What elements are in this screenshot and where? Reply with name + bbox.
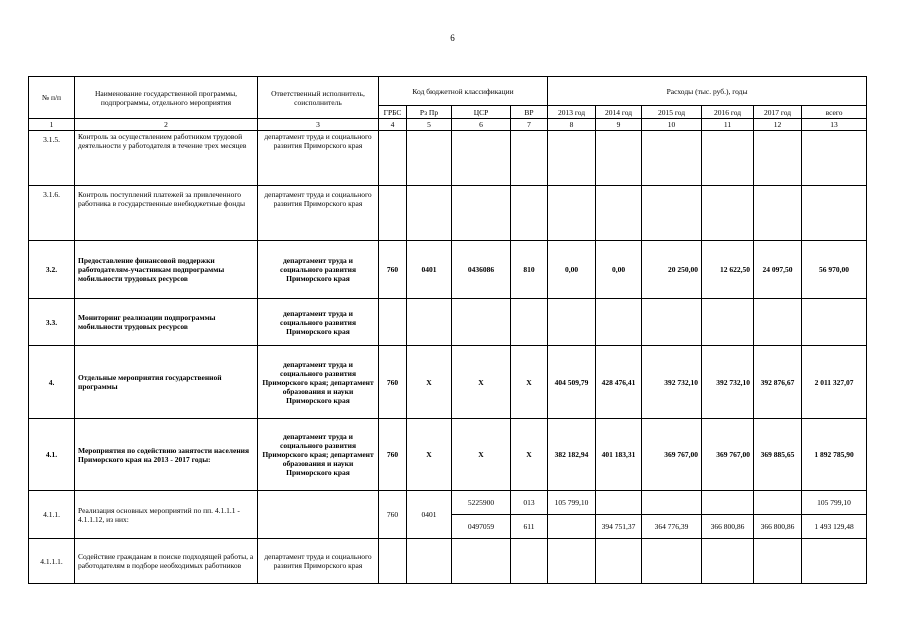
header-total: всего bbox=[802, 106, 867, 119]
row-2015: 369 767,00 bbox=[642, 419, 702, 491]
row-total: 1 493 129,48 bbox=[802, 515, 867, 539]
row-num: 3.1.6. bbox=[29, 186, 75, 241]
index-cell: 6 bbox=[452, 119, 511, 131]
table-row bbox=[29, 241, 867, 299]
row-name: Содействие гражданам в поиске подходящей работы, а работодателям в подборе необходимых работников bbox=[75, 539, 258, 584]
row-vr bbox=[511, 131, 548, 186]
row-num: 3.1.5. bbox=[29, 131, 75, 186]
row-2014: 0,00 bbox=[596, 241, 642, 299]
row-2016 bbox=[702, 131, 754, 186]
header-2014: 2014 год bbox=[596, 106, 642, 119]
row-csr: 5225900 bbox=[452, 491, 511, 515]
row-rzpr bbox=[407, 299, 452, 346]
row-2017: 392 876,67 bbox=[754, 346, 802, 419]
table-row bbox=[29, 186, 867, 241]
row-total: 105 799,10 bbox=[802, 491, 867, 515]
index-cell: 1 bbox=[29, 119, 75, 131]
header-2017: 2017 год bbox=[754, 106, 802, 119]
row-num: 4.1. bbox=[29, 419, 75, 491]
row-name: Мероприятия по содействию занятости населения Приморского края на 2013 - 2017 годы: bbox=[75, 419, 258, 491]
row-2014: 428 476,41 bbox=[596, 346, 642, 419]
row-2016 bbox=[702, 491, 754, 515]
row-executor: департамент труда и социального развития Приморского края bbox=[258, 241, 379, 299]
row-2013: 105 799,10 bbox=[548, 491, 596, 515]
row-total bbox=[802, 131, 867, 186]
row-2013 bbox=[548, 539, 596, 584]
row-2016: 369 767,00 bbox=[702, 419, 754, 491]
index-cell: 12 bbox=[754, 119, 802, 131]
row-grbs: 760 bbox=[379, 241, 407, 299]
row-executor bbox=[258, 491, 379, 539]
budget-table bbox=[28, 76, 867, 584]
row-2016: 12 622,50 bbox=[702, 241, 754, 299]
index-cell: 4 bbox=[379, 119, 407, 131]
row-2013: 0,00 bbox=[548, 241, 596, 299]
row-2015: 20 250,00 bbox=[642, 241, 702, 299]
row-name: Мониторинг реализации подпрограммы мобильности трудовых ресурсов bbox=[75, 299, 258, 346]
row-2015 bbox=[642, 299, 702, 346]
row-name: Предоставление финансовой поддержки работодателям-участникам подпрограммы мобильности трудовых ресурсов bbox=[75, 241, 258, 299]
row-csr: 0497059 bbox=[452, 515, 511, 539]
row-vr bbox=[511, 299, 548, 346]
header-vr: ВР bbox=[511, 106, 548, 119]
row-2016: 366 800,86 bbox=[702, 515, 754, 539]
row-grbs bbox=[379, 299, 407, 346]
index-cell: 3 bbox=[258, 119, 379, 131]
table-row bbox=[29, 539, 867, 584]
row-2016: 392 732,10 bbox=[702, 346, 754, 419]
row-vr: 611 bbox=[511, 515, 548, 539]
header-name: Наименование государственной программы, подпрограммы, отдельного мероприятия bbox=[75, 77, 258, 119]
row-2017: 366 800,86 bbox=[754, 515, 802, 539]
row-2016 bbox=[702, 186, 754, 241]
row-2015 bbox=[642, 491, 702, 515]
row-total bbox=[802, 186, 867, 241]
row-num: 4.1.1. bbox=[29, 491, 75, 539]
header-2016: 2016 год bbox=[702, 106, 754, 119]
row-name: Реализация основных мероприятий по пп. 4.1.1.1 - 4.1.1.12, из них: bbox=[75, 491, 258, 539]
row-executor: департамент труда и социального развития Приморского края bbox=[258, 131, 379, 186]
row-rzpr bbox=[407, 539, 452, 584]
header-2013: 2013 год bbox=[548, 106, 596, 119]
row-vr: 013 bbox=[511, 491, 548, 515]
row-num: 3.3. bbox=[29, 299, 75, 346]
row-grbs bbox=[379, 539, 407, 584]
row-csr bbox=[452, 539, 511, 584]
row-2013 bbox=[548, 131, 596, 186]
index-cell: 11 bbox=[702, 119, 754, 131]
row-executor: департамент труда и социального развития Приморского края; департамент образования и науки Приморского края bbox=[258, 419, 379, 491]
row-2017 bbox=[754, 539, 802, 584]
row-executor: департамент труда и социального развития Приморского края bbox=[258, 539, 379, 584]
row-total: 2 011 327,07 bbox=[802, 346, 867, 419]
row-2013: 404 509,79 bbox=[548, 346, 596, 419]
table-row bbox=[29, 131, 867, 186]
row-grbs bbox=[379, 131, 407, 186]
page-number: 6 bbox=[450, 33, 455, 43]
row-2014 bbox=[596, 131, 642, 186]
row-2017: 24 097,50 bbox=[754, 241, 802, 299]
row-total: 1 892 785,90 bbox=[802, 419, 867, 491]
row-2017 bbox=[754, 491, 802, 515]
row-2016 bbox=[702, 299, 754, 346]
row-executor: департамент труда и социального развития Приморского края bbox=[258, 299, 379, 346]
index-cell: 10 bbox=[642, 119, 702, 131]
table-row bbox=[29, 346, 867, 419]
row-total: 56 970,00 bbox=[802, 241, 867, 299]
row-rzpr: 0401 bbox=[407, 241, 452, 299]
row-rzpr: Х bbox=[407, 346, 452, 419]
index-cell: 8 bbox=[548, 119, 596, 131]
header-expenses-group: Расходы (тыс. руб.), годы bbox=[548, 77, 867, 106]
row-csr: Х bbox=[452, 346, 511, 419]
table-row bbox=[29, 491, 867, 515]
row-2017 bbox=[754, 299, 802, 346]
header-executor: Ответственный исполнитель, соисполнитель bbox=[258, 77, 379, 119]
row-rzpr bbox=[407, 131, 452, 186]
row-csr: 0436086 bbox=[452, 241, 511, 299]
row-2013 bbox=[548, 515, 596, 539]
header-2015: 2015 год bbox=[642, 106, 702, 119]
row-num: 4.1.1.1. bbox=[29, 539, 75, 584]
row-executor: департамент труда и социального развития Приморского края bbox=[258, 186, 379, 241]
row-csr bbox=[452, 299, 511, 346]
row-2015 bbox=[642, 186, 702, 241]
header-grbs: ГРБС bbox=[379, 106, 407, 119]
row-2013: 382 182,94 bbox=[548, 419, 596, 491]
index-cell: 5 bbox=[407, 119, 452, 131]
row-2014 bbox=[596, 299, 642, 346]
index-cell: 7 bbox=[511, 119, 548, 131]
row-vr: 810 bbox=[511, 241, 548, 299]
row-2013 bbox=[548, 299, 596, 346]
row-csr bbox=[452, 131, 511, 186]
row-rzpr: Х bbox=[407, 419, 452, 491]
row-grbs: 760 bbox=[379, 419, 407, 491]
row-rzpr: 0401 bbox=[407, 491, 452, 539]
row-name: Отдельные мероприятия государственной программы bbox=[75, 346, 258, 419]
row-executor: департамент труда и социального развития Приморского края; департамент образования и науки Приморского края bbox=[258, 346, 379, 419]
row-2016 bbox=[702, 539, 754, 584]
row-csr bbox=[452, 186, 511, 241]
row-2015: 392 732,10 bbox=[642, 346, 702, 419]
header-rzpr: Рз Пр bbox=[407, 106, 452, 119]
row-grbs bbox=[379, 186, 407, 241]
row-2014 bbox=[596, 539, 642, 584]
table-row bbox=[29, 419, 867, 491]
header-code-group: Код бюджетной классификации bbox=[379, 77, 548, 106]
row-total bbox=[802, 539, 867, 584]
row-num: 4. bbox=[29, 346, 75, 419]
row-name: Контроль за осуществлением работником трудовой деятельности у работодателя в течение трех месяцев bbox=[75, 131, 258, 186]
row-2015: 364 776,39 bbox=[642, 515, 702, 539]
row-2014: 394 751,37 bbox=[596, 515, 642, 539]
row-2017: 369 885,65 bbox=[754, 419, 802, 491]
index-cell: 9 bbox=[596, 119, 642, 131]
row-2014 bbox=[596, 186, 642, 241]
row-vr bbox=[511, 186, 548, 241]
row-2014 bbox=[596, 491, 642, 515]
row-2013 bbox=[548, 186, 596, 241]
row-num: 3.2. bbox=[29, 241, 75, 299]
index-cell: 2 bbox=[75, 119, 258, 131]
row-vr: Х bbox=[511, 346, 548, 419]
row-rzpr bbox=[407, 186, 452, 241]
row-vr bbox=[511, 539, 548, 584]
row-csr: Х bbox=[452, 419, 511, 491]
header-csr: ЦСР bbox=[452, 106, 511, 119]
row-grbs: 760 bbox=[379, 491, 407, 539]
row-2015 bbox=[642, 131, 702, 186]
row-total bbox=[802, 299, 867, 346]
row-2015 bbox=[642, 539, 702, 584]
row-name: Контроль поступлений платежей за привлеченного работника в государственные внебюджетные фонды bbox=[75, 186, 258, 241]
header-num: № п/п bbox=[29, 77, 75, 119]
row-vr: Х bbox=[511, 419, 548, 491]
row-2017 bbox=[754, 131, 802, 186]
table-row bbox=[29, 299, 867, 346]
row-grbs: 760 bbox=[379, 346, 407, 419]
row-2017 bbox=[754, 186, 802, 241]
row-2014: 401 183,31 bbox=[596, 419, 642, 491]
index-cell: 13 bbox=[802, 119, 867, 131]
